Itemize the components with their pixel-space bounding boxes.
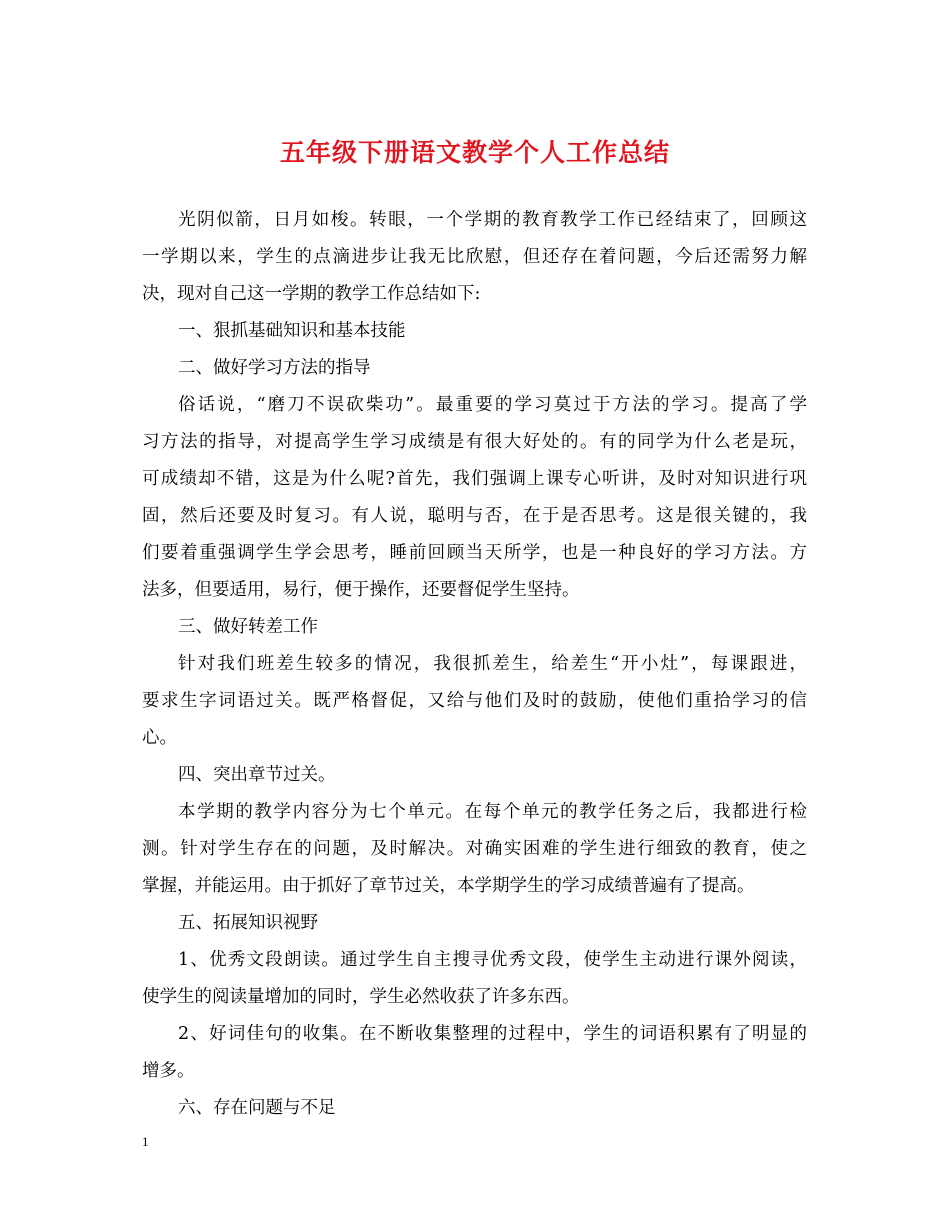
text-line: 习方法的指导，对提高学生学习成绩是有很大好处的。有的同学为什么老是玩，	[142, 432, 807, 452]
section-heading: 五、拓展知识视野	[178, 913, 318, 933]
text-line: 决，现对自己这一学期的教学工作总结如下:	[142, 284, 481, 304]
text-line: 本学期的教学内容分为七个单元。在每个单元的教学任务之后，我都进行检	[178, 802, 807, 822]
page-number: 1	[142, 1134, 149, 1149]
section-heading: 四、突出章节过关。	[178, 765, 336, 785]
text-line: 测。针对学生存在的问题，及时解决。对确实困难的学生进行细致的教育，使之	[142, 839, 807, 859]
text-line: 俗话说，“磨刀不误砍柴功”。最重要的学习莫过于方法的学习。提高了学	[178, 395, 807, 415]
section-heading: 六、存在问题与不足	[178, 1098, 336, 1118]
text-line: 固，然后还要及时复习。有人说，聪明与否，在于是否思考。这是很关键的，我	[142, 506, 807, 526]
text-line: 2、好词佳句的收集。在不断收集整理的过程中，学生的词语积累有了明显的	[178, 1024, 807, 1044]
section-heading: 二、做好学习方法的指导	[178, 358, 371, 378]
text-line: 掌握，并能运用。由于抓好了章节过关，本学期学生的学习成绩普遍有了提高。	[142, 876, 755, 896]
text-line: 1、优秀文段朗读。通过学生自主搜寻优秀文段，使学生主动进行课外阅读，	[178, 950, 807, 970]
text-line: 们要着重强调学生学会思考，睡前回顾当天所学，也是一种良好的学习方法。方	[142, 543, 807, 563]
document-body	[142, 202, 807, 1127]
page-title: 五年级下册语文教学个人工作总结	[279, 138, 670, 167]
section-heading: 一、狠抓基础知识和基本技能	[178, 321, 406, 341]
text-line: 心。	[142, 728, 177, 748]
text-line: 要求生字词语过关。既严格督促，又给与他们及时的鼓励，使他们重拾学习的信	[142, 691, 807, 711]
text-line: 增多。	[142, 1061, 195, 1081]
text-line: 针对我们班差生较多的情况，我很抓差生，给差生“开小灶”，每课跟进，	[178, 654, 807, 674]
text-line: 光阴似箭，日月如梭。转眼，一个学期的教育教学工作已经结束了，回顾这	[178, 210, 807, 230]
text-line: 使学生的阅读量增加的同时，学生必然收获了许多东西。	[142, 987, 580, 1007]
text-line: 一学期以来，学生的点滴进步让我无比欣慰，但还存在着问题，今后还需努力解	[142, 247, 807, 267]
section-heading: 三、做好转差工作	[178, 617, 318, 637]
text-line: 可成绩却不错，这是为什么呢?首先，我们强调上课专心听讲，及时对知识进行巩	[142, 469, 807, 489]
text-line: 法多，但要适用，易行，便于操作，还要督促学生坚持。	[142, 580, 580, 600]
